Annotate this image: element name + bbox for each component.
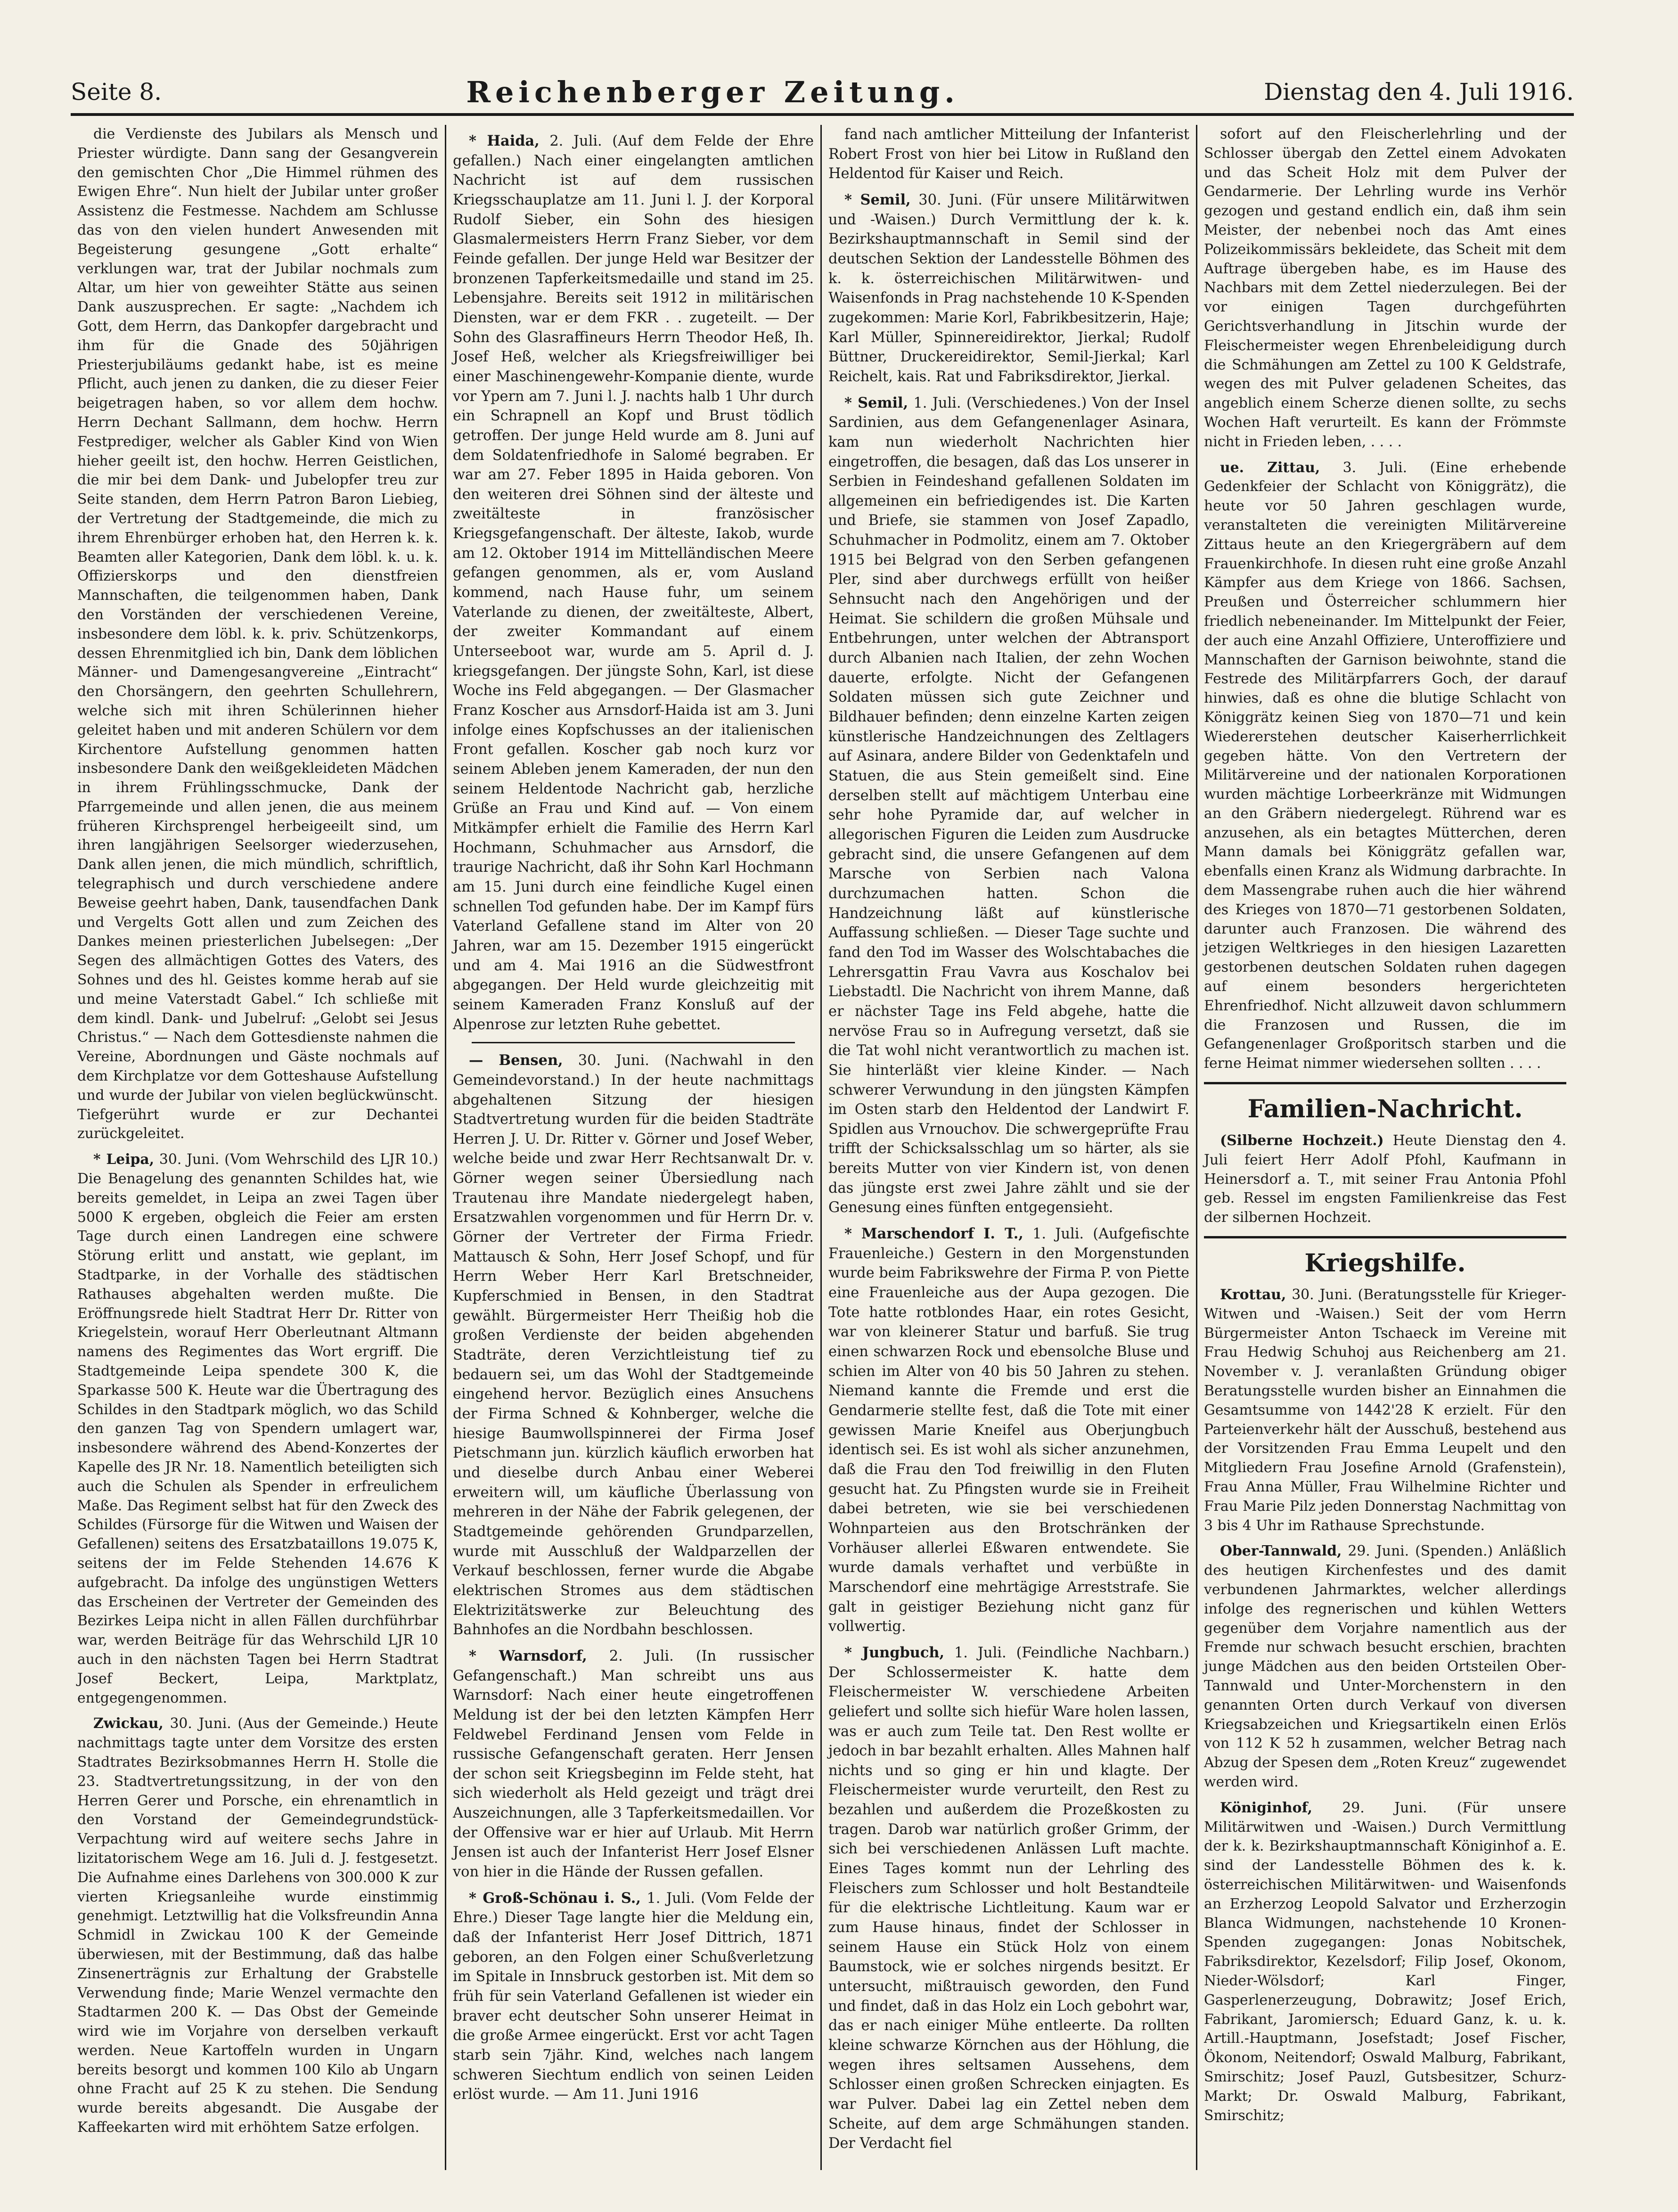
column-2 [446,125,822,2170]
news-item-body: 1. Juli. (Vom Felde der Ehre.) Dieser Tage langte hier die Meldung ein, daß der Infanterist Herr Josef Dittrich, 1871 geboren, an den Folgen einer Schußverletzung im Spitale in Innsbruck gestorben ist. Mit dem so früh für sein Vaterland Gefallenen ist wieder ein braver echt deutscher Sohn unserer Heimat in die große Armee eingerückt. Erst vor acht Tagen starb sein 7jähr. Kind, welches nach langem schweren Siechtum endlich von seinen Leiden erlöst wurde. — Am 11. Juni 1916 [453,1890,814,2103]
page-header [71,71,1574,116]
news-item-body: 29. Juni. (Für unsere Militärwitwen und -Waisen.) Durch Vermittlung der k. k. Bezirkshauptmannschaft Königinhof a. E. sind der Landesstelle Böhmen des k. k. österreichischen Militärwitwen- und Waisenfonds an Erzherzog Leopold Salvator und Erzherzogin Blanca Widmungen, nachstehende 10 Kronen-Spenden zugegangen: Jonas Nobitschek, Fabriksdirektor, Kezelsdorf; Filip Josef, Okonom, Nieder-Wölsdorf; Karl Finger, Gasperlenerzeugung, Dobrawitz; Josef Erich, Fabrikant, Jaromiersch; Eduard Ganz, k. u. k. Artill.-Hauptmann, Josefstadt; Josef Fischer, Ökonom, Neitendorf; Oswald Malburg, Fabrikant, Smirschitz; Josef Pauzl, Gutsbesitzer, Schurz-Markt; Dr. Oswald Malburg, Fabrikant, Smirschitz; [1204,1799,1566,2124]
dateline: * Semil, [844,394,909,411]
section-divider [1204,1236,1566,1238]
dateline: Ober-Tannwald, [1220,1543,1342,1560]
news-item-body: 1. Juli. (Aufgefischte Frauenleiche.) Gestern in den Morgenstunden wurde beim Fabrikswehre der Firma P. von Piette eine Frauenleiche aus der Aupa gezogen. Die Tote hatte rotblondes Haar, ein rotes Gesicht, war von kleinerer Statur und barfuß. Sie trug einen schwarzen Rock und ebensolche Bluse und schien im Alter von 40 bis 50 Jahren zu stehen. Niemand kannte die Fremde und erst die Gendarmerie stellte fest, daß die Tote mit einer gewissen Marie Kneifel aus Oberjungbuch identisch sei. Es ist wohl als sicher anzunehmen, daß die Frau den Tod freiwillig in den Fluten gesucht hat. Zu Pfingsten wurde sie in Freiheit dabei betreten, wie sie bei verschiedenen Wohnparteien aus den Brotschränken der Vorhäuser allerlei Eßwaren entwendete. Sie wurde damals verhaftet und verbüßte in Marschendorf eine mehrtägige Arreststrafe. Sie galt in geistiger Beziehung nicht ganz für vollwertig. [828,1226,1189,1635]
news-item [1204,1131,1566,1228]
news-item-body: 30. Juni. (Für unsere Militärwitwen und -Waisen.) Durch Vermittlung der k. k. Bezirkshauptmannschaft in Semil sind der deutschen Sektion der Landesstelle Böhmen des k. k. österreichischen Militärwitwen- und Waisenfonds in Prag nachstehende 10 K-Spenden zugekommen: Marie Korl, Fabrikbesitzerin, Haje; Karl Müller, Spinnereidirektor, Jierkal; Rudolf Büttner, Druckereidirektor, Semil-Jierkal; Karl Reichelt, kais. Rat und Fabriksdirektor, Jierkal. [828,191,1189,385]
dateline: * Haida, [469,132,540,149]
dateline: * Leipa, [93,1151,155,1168]
column-4 [1197,125,1573,2170]
news-item [77,1150,438,1708]
news-item-body: 1. Juli. (Feindliche Nachbarn.) Der Schlossermeister K. hatte dem Fleischermeister W. verschiedene Arbeiten geliefert und sollte sich hiefür Ware holen lassen, was er auch zum Teile tat. Den Rest wollte er jedoch in bar bezahlt erhalten. Alles Mahnen half nichts und so ging er hin und klagte. Der Fleischermeister wurde verurteilt, den Rest zu bezahlen und außerdem die Prozeßkosten zu tragen. Darob war natürlich großer Grimm, der sich bei verschiedenen Anlässen Luft machte. Eines Tages kommt nun der Lehrling des Fleischers zum Schlosser und holt Bestandteile für die elektrische Lichtleitung. Kaum war er zum Hause hinaus, findet der Schlosser in seinem Hause ein Stück Holz von einem Baumstock, wie er solches nirgends besitzt. Er untersucht, mißtrauisch geworden, den Fund und findet, daß in das Holz ein Loch gebohrt war, das er nach einiger Mühe entleerte. Da rollten kleine schwarze Körnchen aus der Höhlung, die wegen ihres seltsamen Aussehens, dem Schlosser einen großen Schrecken einjagten. Es war Pulver. Dabei lag ein Zettel neben dem Scheite, auf dem arge Schmähungen standen. Der Verdacht fiel [828,1644,1189,2152]
news-item-body: 30. Juni. (Vom Wehrschild des LJR 10.) Die Benagelung des genannten Schildes hat, wie bereits gemeldet, in Leipa an zwei Tagen über 5000 K ergeben, obgleich die Feier am ersten Tage durch einen Landregen eine schwere Störung erlitt und anstatt, wie geplant, im Stadtparke, in der Vorhalle des städtischen Rathauses abgehalten werden mußte. Die Eröffnungsrede hielt Stadtrat Herr Dr. Ritter von Kriegelstein, worauf Herr Oberleutnant Altmann namens des Regimentes das Wort ergriff. Die Stadtgemeinde Leipa spendete 300 K, die Sparkasse 500 K. Heute war die Übertragung des Schildes in den Stadtpark möglich, wo das Schild den ganzen Tag von Spendern umlagert war, insbesondere während des Abend-Konzertes der Kapelle des JR Nr. 18. Namentlich beteiligten sich auch die Schulen als Spender in erfreulichem Maße. Das Regiment selbst hat für den Zweck des Schildes (Fürsorge für die Witwen und Waisen der Gefallenen) seitens des Ersatzbataillons 19.075 K, seitens der im Felde Stehenden 14.676 K aufgebracht. Da infolge des ungünstigen Wetters das Erscheinen der Vertreter der Gemeinden des Bezirkes Leipa nicht in allen Fällen durchführbar war, werden Beiträge für das Wehrschild LJR 10 auch in den nächsten Tagen bei Herrn Stadtrat Josef Beckert, Leipa, Marktplatz, entgegengenommen. [77,1151,439,1706]
news-item [828,190,1189,387]
dateline: (Silberne Hochzeit.) [1220,1132,1384,1149]
news-item [1204,1542,1566,1792]
dateline: — Bensen, [469,1052,563,1069]
column-3 [822,125,1197,2170]
dateline: * Marschendorf I. T., [844,1225,1023,1243]
news-item [1204,459,1566,1074]
dateline: * Warnsdorf, [469,1647,587,1664]
news-item [828,1643,1189,2154]
news-item-body: 30. Juni. (Beratungsstelle für Krieger-Witwen und -Waisen.) Seit der vom Herrn Bürgermeister Anton Tschaeck im Vereine mit Frau Hedwig Schuhoj aus Reichenberg am 21. November v. J. veranlaßten Gründung obiger Beratungsstelle wurden bisher an Einnahmen die Gesamtsumme von 1442'28 K erzielt. Für den Parteienverkehr hält der Ausschuß, bestehend aus der Vorsitzenden Frau Emma Leupelt und den Mitgliedern Frau Josefine Arnold (Grafenstein), Frau Anna Müller, Frau Wilhelmine Richter und Frau Marie Pilz jeden Donnerstag Nachmittag von 3 bis 4 Uhr im Rathause Sprechstunde. [1204,1286,1566,1534]
news-item [453,1051,814,1640]
news-item [828,393,1189,1218]
news-item [77,1714,438,2138]
dateline: * Groß-Schönau i. S., [469,1889,641,1907]
page-number: Seite 8. [71,78,162,106]
dateline: * Semil, [844,191,911,208]
dateline: ue. Zittau, [1220,459,1320,476]
news-item-body: 2. Juli. (Auf dem Felde der Ehre gefallen.) Nach einer eingelangten amtlichen Nachricht ist auf dem russischen Kriegsschauplatze am 11. Juni l. J. der Korporal Rudolf Sieber, ein Sohn des hiesigen Glasmalermeisters Herrn Franz Sieber, vor dem Feinde gefallen. Der junge Held war Besitzer der bronzenen Tapferkeitsmedaille und stand im 25. Lebensjahre. Bereits seit 1912 in militärischen Diensten, war er dem FKR . . zugeteilt. — Der Sohn des Glasraffineurs Herrn Theodor Heß, Ih. Josef Heß, welcher als Kriegsfreiwilliger bei einer Maschinengewehr-Kompanie diente, wurde vor Ypern am 7. Juni l. J. nachts halb 1 Uhr durch ein Schrapnell an Kopf und Brust tödlich getroffen. Der junge Held wurde am 8. Juni auf dem Soldatenfriedhofe in Salomé begraben. Er war am 27. Feber 1895 in Haida geboren. Von den weiteren drei Söhnen sind der älteste und zweitälteste in französischer Kriegsgefangenschaft. Der älteste, Iakob, wurde am 12. Oktober 1914 im Mittelländischen Meere gefangen genommen, als er, vom Ausland kommend, nach Hause fuhr, um seinem Vaterlande zu dienen, der zweitälteste, Albert, der zweiter Kommandant auf einem Unterseeboot war, wurde am 5. April d. J. kriegsgefangen. Der jüngste Sohn, Karl, ist diese Woche ins Feld abgegangen. — Der Glasmacher Franz Koscher aus Arnsdorf-Haida ist am 3. Juni infolge eines Kopfschusses an der italienischen Front gefallen. Koscher gab noch kurz vor seinem Ableben jenem Kameraden, der nun den seinem Heldentode Nachricht gab, herzliche Grüße an Frau und Kind auf. — Von einem Mitkämpfer erhielt die Familie des Herrn Karl Hochmann, Schuhmacher aus Arnsdorf, die traurige Nachricht, daß ihr Sohn Karl Hochmann am 15. Juni durch eine feindliche Kugel einen schnellen Tod gefunden habe. Der im Kampf fürs Vaterland Gefallene stand im Alter von 20 Jahren, war am 15. Dezember 1915 eingerückt und am 4. Mai 1916 an die Südwestfront abgegangen. Der Held wurde gleichzeitig mit seinem Kameraden Franz Konsluß auf der Alpenrose zur letzten Ruhe gebettet. [453,133,814,1033]
news-item-body: 30. Juni. (Aus der Gemeinde.) Heute nachmittags tagte unter dem Vorsitze des ersten Stadtrates Bezirksobmannes Herrn H. Stolle die 23. Stadtvertretungssitzung, in der von den Herren Gerer und Porsche, ein ehrenamtlich in den Vorstand der Gemeindegrundstück-Verpachtung wird auf weitere sechs Jahre in lizitatorischem Wege am 16. Juli d. J. festgesetzt. Die Aufnahme eines Darlehens von 300.000 K zur vierten Kriegsanleihe wurde einstimmig genehmigt. Letztwillig hat die Volksfreundin Anna Schmidl in Zwickau 100 K der Gemeinde überwiesen, mit der Bestimmung, daß das halbe Zinsenerträgnis zur Erhaltung der Grabstelle Verwendung finde; Marie Wenzel vermachte den Stadtarmen 200 K. — Das Obst der Gemeinde wird wie im Vorjahre von derselben verkauft werden. Neue Kartoffeln wurden in Ungarn bereits besorgt und kommen 100 Kilo ab Ungarn ohne Fracht auf 25 K zu stehen. Die Sendung wurde bereits abgesandt. Die Ausgabe der Kaffeekarten wird mit erhöhtem Satze erfolgen. [77,1715,438,2136]
issue-date: Dienstag den 4. Juli 1916. [1264,78,1574,106]
section-heading: Kriegshilfe. [1304,1249,1466,1278]
article-continuation: die Verdienste des Jubilars als Mensch und Priester würdigte. Dann sang der Gesangverein den gemischten Chor „Die Himmel rühmen des Ewigen Ehre“. Nun hielt der Jubilar unter großer Assistenz die Festmesse. Nachdem am Schlusse das von den vielen hundert Anwesenden mit Begeisterung gesungene „Gott erhalte“ verklungen war, trat der Jubilar nochmals zum Altar, um hier von geweihter Stätte aus seinen Dank auszusprechen. Er sagte: „Nachdem ich Gott, dem Herrn, das Dankopfer dargebracht und ihm für die Gnade des 50jährigen Priesterjubiläums gedankt habe, ist es meine Pflicht, auch jenen zu danken, die zu dieser Feier beigetragen haben, so vor allem dem hochw. Herrn Dechant Sallmann, dem hochw. Herrn Festprediger, welcher als Gabler Kind von Wien hieher geeilt ist, den hochw. Herren Geistlichen, die mir bei dem Dank- und Jubelopfer treu zur Seite standen, dem Herrn Patron Baron Liebieg, der Vertretung der Stadtgemeinde, die mich zu ihrem Ehrenbürger erhoben hat, den Herren k. k. Beamten aller Kategorien, Dank dem löbl. k. u. k. Offizierskorps und den dienstfreien Mannschaften, die teilgenommen haben, Dank den Vorständen der verschiedenen Vereine, insbesondere dem löbl. k. k. priv. Schützenkorps, dessen Ehrenmitglied ich bin, Dank dem löblichen Männer- und Damengesangvereine „Eintracht“ den Chorsängern, den geehrten Schullehrern, welche sich mit ihren Schülerinnen hieher geleitet haben und mit anderen Schülern vor dem Kirchentore Aufstellung genommen hatten insbesondere Dank den weißgekleideten Mädchen in ihrem Frühlingsschmucke, Dank der Pfarrgemeinde und allen jenen, die aus meinem früheren Kirchsprengel herbeigeeilt sind, um ihren langjährigen Seelsorger wiederzusehen, Dank allen jenen, die mich mündlich, schriftlich, telegraphisch und durch verschiedene andere Beweise geehrt haben, Dank, tausendfachen Dank und Vergelts Gott allen und zum Zeichen des Dankes meinen priesterlichen Jubelsegen: „Der Segen des allmächtigen Gottes des Vaters, des Sohnes und des hl. Geistes komme herab auf sie und meine Vaterstadt Gabel.“ Ich schließe mit dem kindl. Dank- und Jubelruf: „Gelobt sei Jesus Christus.“ — Nach dem Gottesdienste nahmen die Vereine, Abordnungen und Gäste nochmals auf dem Kirchplatze vor dem Gotteshause Aufstellung und wurde der Jubilar von vielen beglückwünscht. Tiefgerührt wurde er zur Dechantei zurückgeleitet. [77,126,438,1142]
news-item-body: Heute Dienstag den 4. Juli feiert Herr Adolf Pfohl, Kaufmann in Heinersdorf a. T., mit seiner Frau Antonia Pfohl geb. Ressel im engsten Familienkreise das Fest der silbernen Hochzeit. [1204,1132,1566,1226]
news-item [453,1889,814,2105]
section-divider [1204,1082,1566,1084]
article-continuation: fand nach amtlicher Mitteilung der Infanterist Robert Frost von hier bei Litow in Rußland den Heldentod für Kaiser und Reich. [828,126,1189,182]
dateline: Königinhof, [1220,1799,1312,1816]
news-item-body: 30. Juni. (Nachwahl in den Gemeindevorstand.) In der heute nachmittags abgehaltenen Sitzung der hiesigen Stadtvertretung wurden für die beiden Stadträte Herren J. U. Dr. Ritter v. Görner und Josef Weber, welche beide und zwar Herr Rechtsanwalt Dr. v. Görner wegen seiner Übersiedlung nach Trautenau ihre Mandate niedergelegt haben, Ersatzwahlen vorgenommen und für Herrn Dr. v. Görner der Vertreter der Firma Friedr. Mattausch & Sohn, Herr Josef Schopf, und für Herrn Weber Herr Karl Bretschneider, Kupferschmied in Bensen, in den Stadtrat gewählt. Bürgermeister Herr Theißig hob die großen Verdienste der beiden abgehenden Stadträte, deren Verzichtleistung tief zu bedauern sei, um das Wohl der Stadtgemeinde eingehend hervor. Bezüglich eines Ansuchens der Firma Schned & Kohnberger, welche die hiesige Baumwollspinnerei der Firma Josef Pietschmann jun. kürzlich käuflich erworben hat und dieselbe durch Anbau einer Weberei erweitern will, um käufliche Überlassung von mehreren in der Nähe der Fabrik gelegenen, der Stadtgemeinde gehörenden Grundparzellen, wurde mit Ausschluß der Waldparzellen der Verkauf beschlossen, ferner wurde die Abgabe elektrischen Stromes aus dem städtischen Elektrizitätswerke zur Beleuchtung des Bahnhofes an die Nordbahn beschlossen. [453,1052,814,1639]
news-item-body: 1. Juli. (Verschiedenes.) Von der Insel Sardinien, aus dem Gefangenenlager Asinara, kam nun wiederholt Nachrichten hier eingetroffen, die besagen, daß das Los unserer in Serbien in Feindeshand gefallenen Soldaten im allgemeinen ein befriedigendes ist. Die Karten und Briefe, sie stammen von Josef Zapadlo, Schuhmacher in Podmolitz, einem am 7. Oktober 1915 bei Belgrad von den Serben gefangenen Pler, sind aber durchwegs erfüllt von heißer Sehnsucht nach den Angehörigen und der Heimat. Sie schildern die großen Mühsale und Entbehrungen, unter welchen der Abtransport durch Albanien nach Italien, der zehn Wochen dauerte, erfolgte. Nicht der Gefangenen Soldaten müssen sich gute Zeichner und Bildhauer befinden; denn einzelne Karten zeigen künstlerische Handzeichnungen des Zeltlagers auf Asinara, andere Bilder von Gedenktafeln und Statuen, die aus Stein gemeißelt sind. Eine derselben stellt auf mächtigem Unterbau eine sehr hohe Pyramide dar, auf welcher in allegorischen Figuren die Leiden zum Ausdrucke gebracht sind, die unsere Gefangenen auf dem Marsche von Serbien nach Valona durchzumachen hatten. Schon die Handzeichnung läßt auf künstlerische Auffassung schließen. — Dieser Tage suchte und fand den Tod im Wasser des Wolschtabaches die Lehrersgattin Frau Vavra aus Koschalov bei Liebstadtl. Die Nachricht von ihrem Manne, daß er nächster Tage ins Feld abgehe, hatte die nervöse Frau so in Aufregung versetzt, daß sie die Tat wohl nicht verantwortlich zu machen ist. Sie hinterläßt vier kleine Kinder. — Nach schwerer Verwundung in den jüngsten Kämpfen im Osten starb den Heldentod der Landwirt F. Spidlen aus Vrnouchov. Die schwergeprüfte Frau trifft der Schicksalsschlag um so härter, als sie bereits Mutter von vier Kindern ist, von denen das jüngste erst zwei Jahre zählt und sie der Genesung eines fünften entgegensieht. [828,394,1189,1216]
news-item [1204,1286,1566,1535]
separator-rule [472,1042,795,1043]
article-continuation: sofort auf den Fleischerlehrling und der Schlosser übergab den Zettel einem Advokaten und das Scheit Holz mit dem Pulver der Gendarmerie. Der Lehrling wurde ins Verhör gezogen und gestand endlich ein, daß ihm sein Meister, der nebenbei noch das Amt eines Polizeikommissärs bekleidete, das Scheit mit dem Auftrage übergeben habe, es im Hause des Nachbars mit dem Zettel niederzulegen. Bei der vor einigen Tagen durchgeführten Gerichtsverhandlung in Jitschin wurde der Fleischermeister wegen Ehrenbeleidigung durch die Schmähungen am Zettel zu 100 K Geldstrafe, wegen des mit Pulver geladenen Scheites, das angeblich einem Scherze dienen sollte, zu sechs Wochen Haft verurteilt. Es kann der Frömmste nicht in Frieden leben, . . . . [1204,126,1566,450]
news-item [1204,1799,1566,2126]
news-item [453,131,814,1034]
news-item [453,1647,814,1882]
news-item-body: 29. Juni. (Spenden.) Anläßlich des heutigen Kirchenfestes und des damit verbundenen Jahrmarktes, welcher allerdings infolge des regnerischen und kühlen Wetters gegenüber dem Vorjahre namentlich aus der Fremde nur schwach besucht erschien, brachten junge Mädchen aus den beiden Ortsteilen Ober-Tannwald und Unter-Morchenstern in den genannten Orten durch Verkauf von diversen Kriegsabzeichen und Kriegsartikeln einen Erlös von 112 K 52 h zusammen, welcher Betrag nach Abzug der Spesen dem „Roten Kreuz“ zugewendet werden wird. [1204,1543,1566,1790]
newspaper-title: Reichenberger Zeitung. [466,74,959,109]
news-item-body: 2. Juli. (In russischer Gefangenschaft.) Man schreibt uns aus Warnsdorf: Nach einer heute eingetroffenen Meldung ist der bei den letzten Kämpfen Herr Feldwebel Ferdinand Jensen vom Felde in russische Gefangenschaft geraten. Herr Jensen der schon seit Kriegsbeginn im Felde steht, hat sich wiederholt als Held gezeigt und trägt drei Auszeichnungen, alle 3 Tapferkeitsmedaillen. Vor der Offensive war er hier auf Urlaub. Mit Herrn Jensen ist auch der Infanterist Herr Josef Elsner von hier in die Hände der Russen gefallen. [453,1647,814,1881]
newspaper-page [71,71,1574,2177]
news-item-body: 3. Juli. (Eine erhebende Gedenkfeier der Schlacht von Königgrätz), die heute vor 50 Jahren geschlagen wurde, veranstalteten die vereinigten Militärvereine Zittaus heute an den Kriegergräbern auf dem Frauenkirchhofe. In diesen ruht eine große Anzahl Kämpfer aus dem Kriege von 1866. Sachsen, Preußen und Österreicher schlummern hier friedlich nebeneinander. Im Mittelpunkt der Feier, der auch eine Anzahl Offiziere, Unteroffiziere und Mannschaften der Garnison beiwohnte, stand die Festrede des Militärpfarrers Goch, der darauf hinwies, daß es ohne die blutige Schlacht von Königgrätz keinen Sieg von 1870—71 und kein Wiedererstehen deutscher Kaiserherrlichkeit gegeben hätte. Von den Vertretern der Militärvereine und der nationalen Korporationen wurden mächtige Lorbeerkränze mit Widmungen an den Gräbern niedergelegt. Rührend war es anzusehen, als ein betagtes Mütterchen, deren Mann damals bei Königgrätz gefallen war, ebenfalls einen Kranz als Widmung darbrachte. In dem Massengrabe ruhen auch die hier während des Krieges von 1870—71 gestorbenen Soldaten, darunter auch Franzosen. Die während des jetzigen Weltkrieges in den hiesigen Lazaretten gestorbenen deutschen Soldaten ruhen dagegen auf einem besonders hergerichteten Ehrenfriedhof. Nicht allzuweit davon schlummern die Franzosen und Russen, die im Gefangenenlager Großporitsch starben und die ferne Heimat nimmer wiedersehen sollten . . . . [1204,459,1566,1072]
news-item [828,1224,1189,1637]
section-heading: Familien-Nachricht. [1247,1095,1523,1124]
dateline: Krottau, [1220,1286,1286,1303]
column-1 [71,125,446,2170]
dateline: Zwickau, [93,1715,164,1732]
dateline: * Jungbuch, [844,1644,945,1661]
columns [71,125,1574,2170]
